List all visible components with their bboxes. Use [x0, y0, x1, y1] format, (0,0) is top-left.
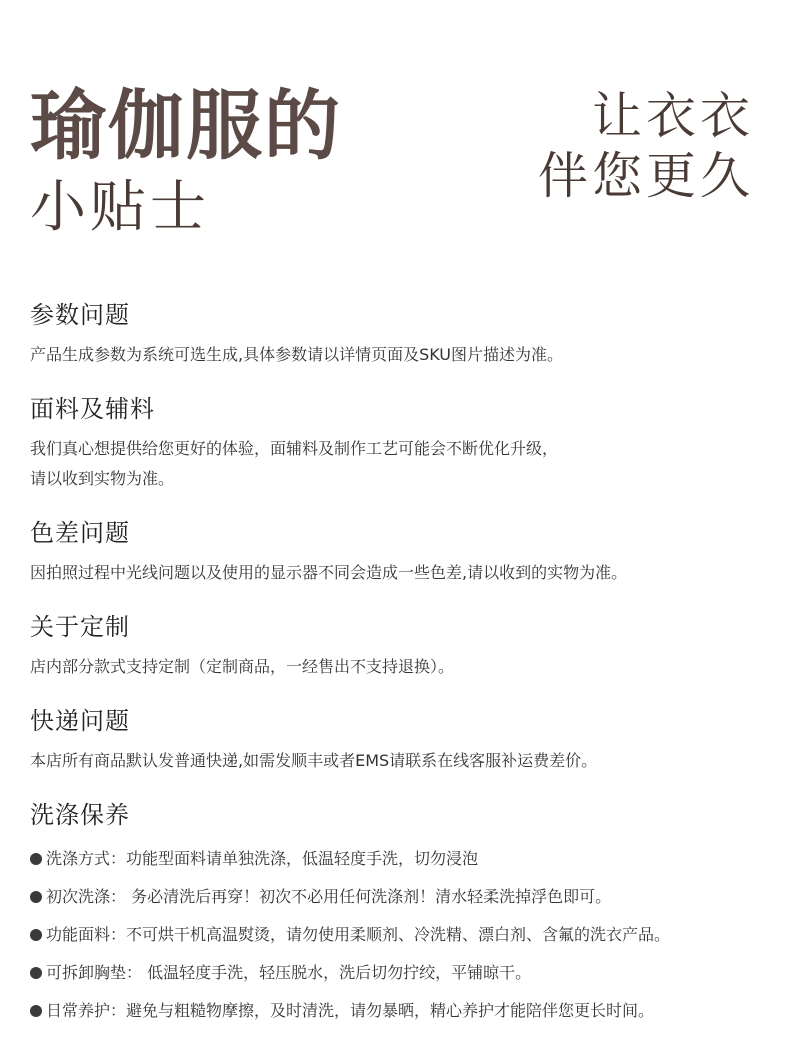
- section-heading: 关于定制: [30, 613, 130, 641]
- section-text: 因拍照过程中光线问题以及使用的显示器不同会造成一些色差,请以收到的实物为准。: [30, 563, 628, 582]
- care-item: [30, 954, 770, 992]
- section-heading: 快递问题: [30, 707, 130, 735]
- section-text: 本店所有商品默认发普通快递,如需发顺丰或者EMS请联系在线客服补运费差价。: [30, 751, 598, 770]
- care-item: [30, 840, 770, 878]
- bullet-icon: [30, 1005, 42, 1017]
- care-item: [30, 878, 770, 916]
- section-text: 产品生成参数为系统可选生成,具体参数请以详情页面及SKU图片描述为准。: [30, 345, 564, 364]
- section-parameters: [30, 298, 770, 370]
- care-item-text: 功能面料：不可烘干机高温熨烫，请勿使用柔顺剂、冷洗精、漂白剂、含氟的洗衣产品。: [46, 925, 671, 944]
- section-text: 请以收到实物为准。: [30, 469, 175, 488]
- section-color-difference: [30, 516, 770, 588]
- page-title: 瑜伽服的: [30, 81, 342, 170]
- page-subtitle: 小贴士: [30, 175, 210, 240]
- care-item-text: 可拆卸胸垫： 低温轻度手洗，轻压脱水，洗后切勿拧绞，平铺晾干。: [46, 963, 532, 982]
- bullet-icon: [30, 967, 42, 979]
- section-heading: 面料及辅料: [30, 395, 155, 423]
- section-customization: [30, 610, 770, 682]
- section-care: [30, 798, 770, 1030]
- care-item-text: 初次洗涤： 务必清洗后再穿！初次不必用任何洗涤剂！清水轻柔洗掉浮色即可。: [46, 887, 612, 906]
- bullet-icon: [30, 891, 42, 903]
- care-item-text: 日常养护：避免与粗糙物摩擦，及时清洗，请勿暴晒，精心养护才能陪伴您更长时间。: [46, 1001, 655, 1020]
- care-item-text: 洗涤方式：功能型面料请单独洗涤，低温轻度手洗，切勿浸泡: [46, 849, 479, 868]
- slogan-line-1: 让衣衣: [592, 87, 754, 145]
- bullet-icon: [30, 853, 42, 865]
- care-list: [30, 840, 770, 1030]
- section-heading: 色差问题: [30, 519, 130, 547]
- tips-content: [30, 298, 770, 1052]
- section-text: 我们真心想提供给您更好的体验，面辅料及制作工艺可能会不断优化升级，: [30, 439, 559, 458]
- section-text: 店内部分款式支持定制（定制商品，一经售出不支持退换）。: [30, 657, 455, 676]
- bullet-icon: [30, 929, 42, 941]
- care-item: [30, 992, 770, 1030]
- section-shipping: [30, 704, 770, 776]
- section-heading: 参数问题: [30, 301, 130, 329]
- slogan-line-2: 伴您更久: [538, 147, 754, 205]
- section-heading: 洗涤保养: [30, 801, 130, 829]
- section-fabric: [30, 392, 770, 494]
- care-item: [30, 916, 770, 954]
- slogan: [538, 86, 754, 206]
